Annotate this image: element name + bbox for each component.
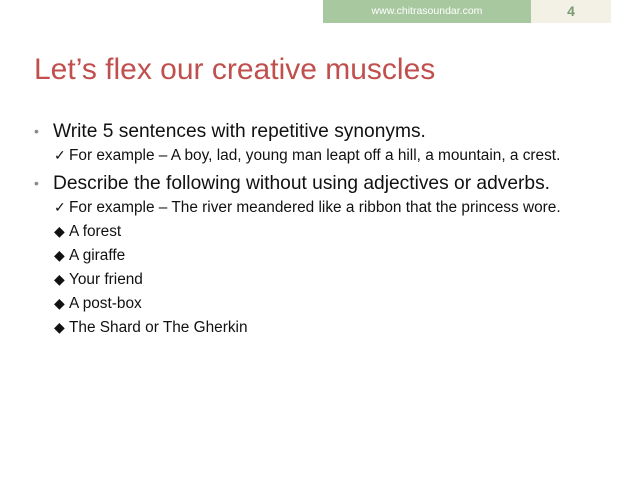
slide-title: Let’s flex our creative muscles — [34, 53, 436, 86]
sub-bullet-text: The Shard or The Gherkin — [69, 319, 248, 336]
sub-bullet-text: For example – The river meandered like a ribbon that the princess wore. — [69, 199, 561, 216]
diamond-icon: ◆ — [54, 223, 65, 239]
header-url-box — [323, 0, 531, 23]
page-number: 4 — [567, 3, 575, 19]
header-page-box — [531, 0, 611, 23]
sub-bullet-item — [32, 293, 612, 314]
sub-bullet-text: A post-box — [69, 295, 142, 312]
sub-bullet-text: A giraffe — [69, 247, 126, 264]
sub-bullet-text: Your friend — [69, 271, 143, 288]
sub-bullet-text: A forest — [69, 223, 122, 240]
diamond-icon: ◆ — [54, 271, 65, 287]
header-bar — [0, 0, 638, 23]
bullet-dot-icon: • — [34, 123, 39, 139]
bullet-dot-icon: • — [34, 175, 39, 191]
bullet-text: Write 5 sentences with repetitive synonyms. — [53, 121, 426, 142]
sub-bullet-text: For example – A boy, lad, young man leapt off a hill, a mountain, a crest. — [69, 147, 561, 164]
bullet-text: Describe the following without using adjectives or adverbs. — [53, 173, 551, 194]
diamond-icon: ◆ — [54, 319, 65, 335]
diamond-icon: ◆ — [54, 295, 65, 311]
sub-bullet-item — [32, 221, 612, 242]
sub-bullet-item — [32, 269, 612, 290]
diamond-icon: ◆ — [54, 247, 65, 263]
bullet-item — [32, 120, 612, 143]
sub-bullet-item — [32, 145, 612, 166]
sub-bullet-item — [32, 245, 612, 266]
checkmark-icon: ✓ — [54, 199, 66, 215]
sub-bullet-item — [32, 317, 612, 338]
bullet-item — [32, 172, 612, 195]
bullet-list — [32, 120, 612, 341]
checkmark-icon: ✓ — [54, 147, 66, 163]
header-url: www.chitrasoundar.com — [371, 5, 483, 17]
sub-bullet-item — [32, 197, 612, 218]
